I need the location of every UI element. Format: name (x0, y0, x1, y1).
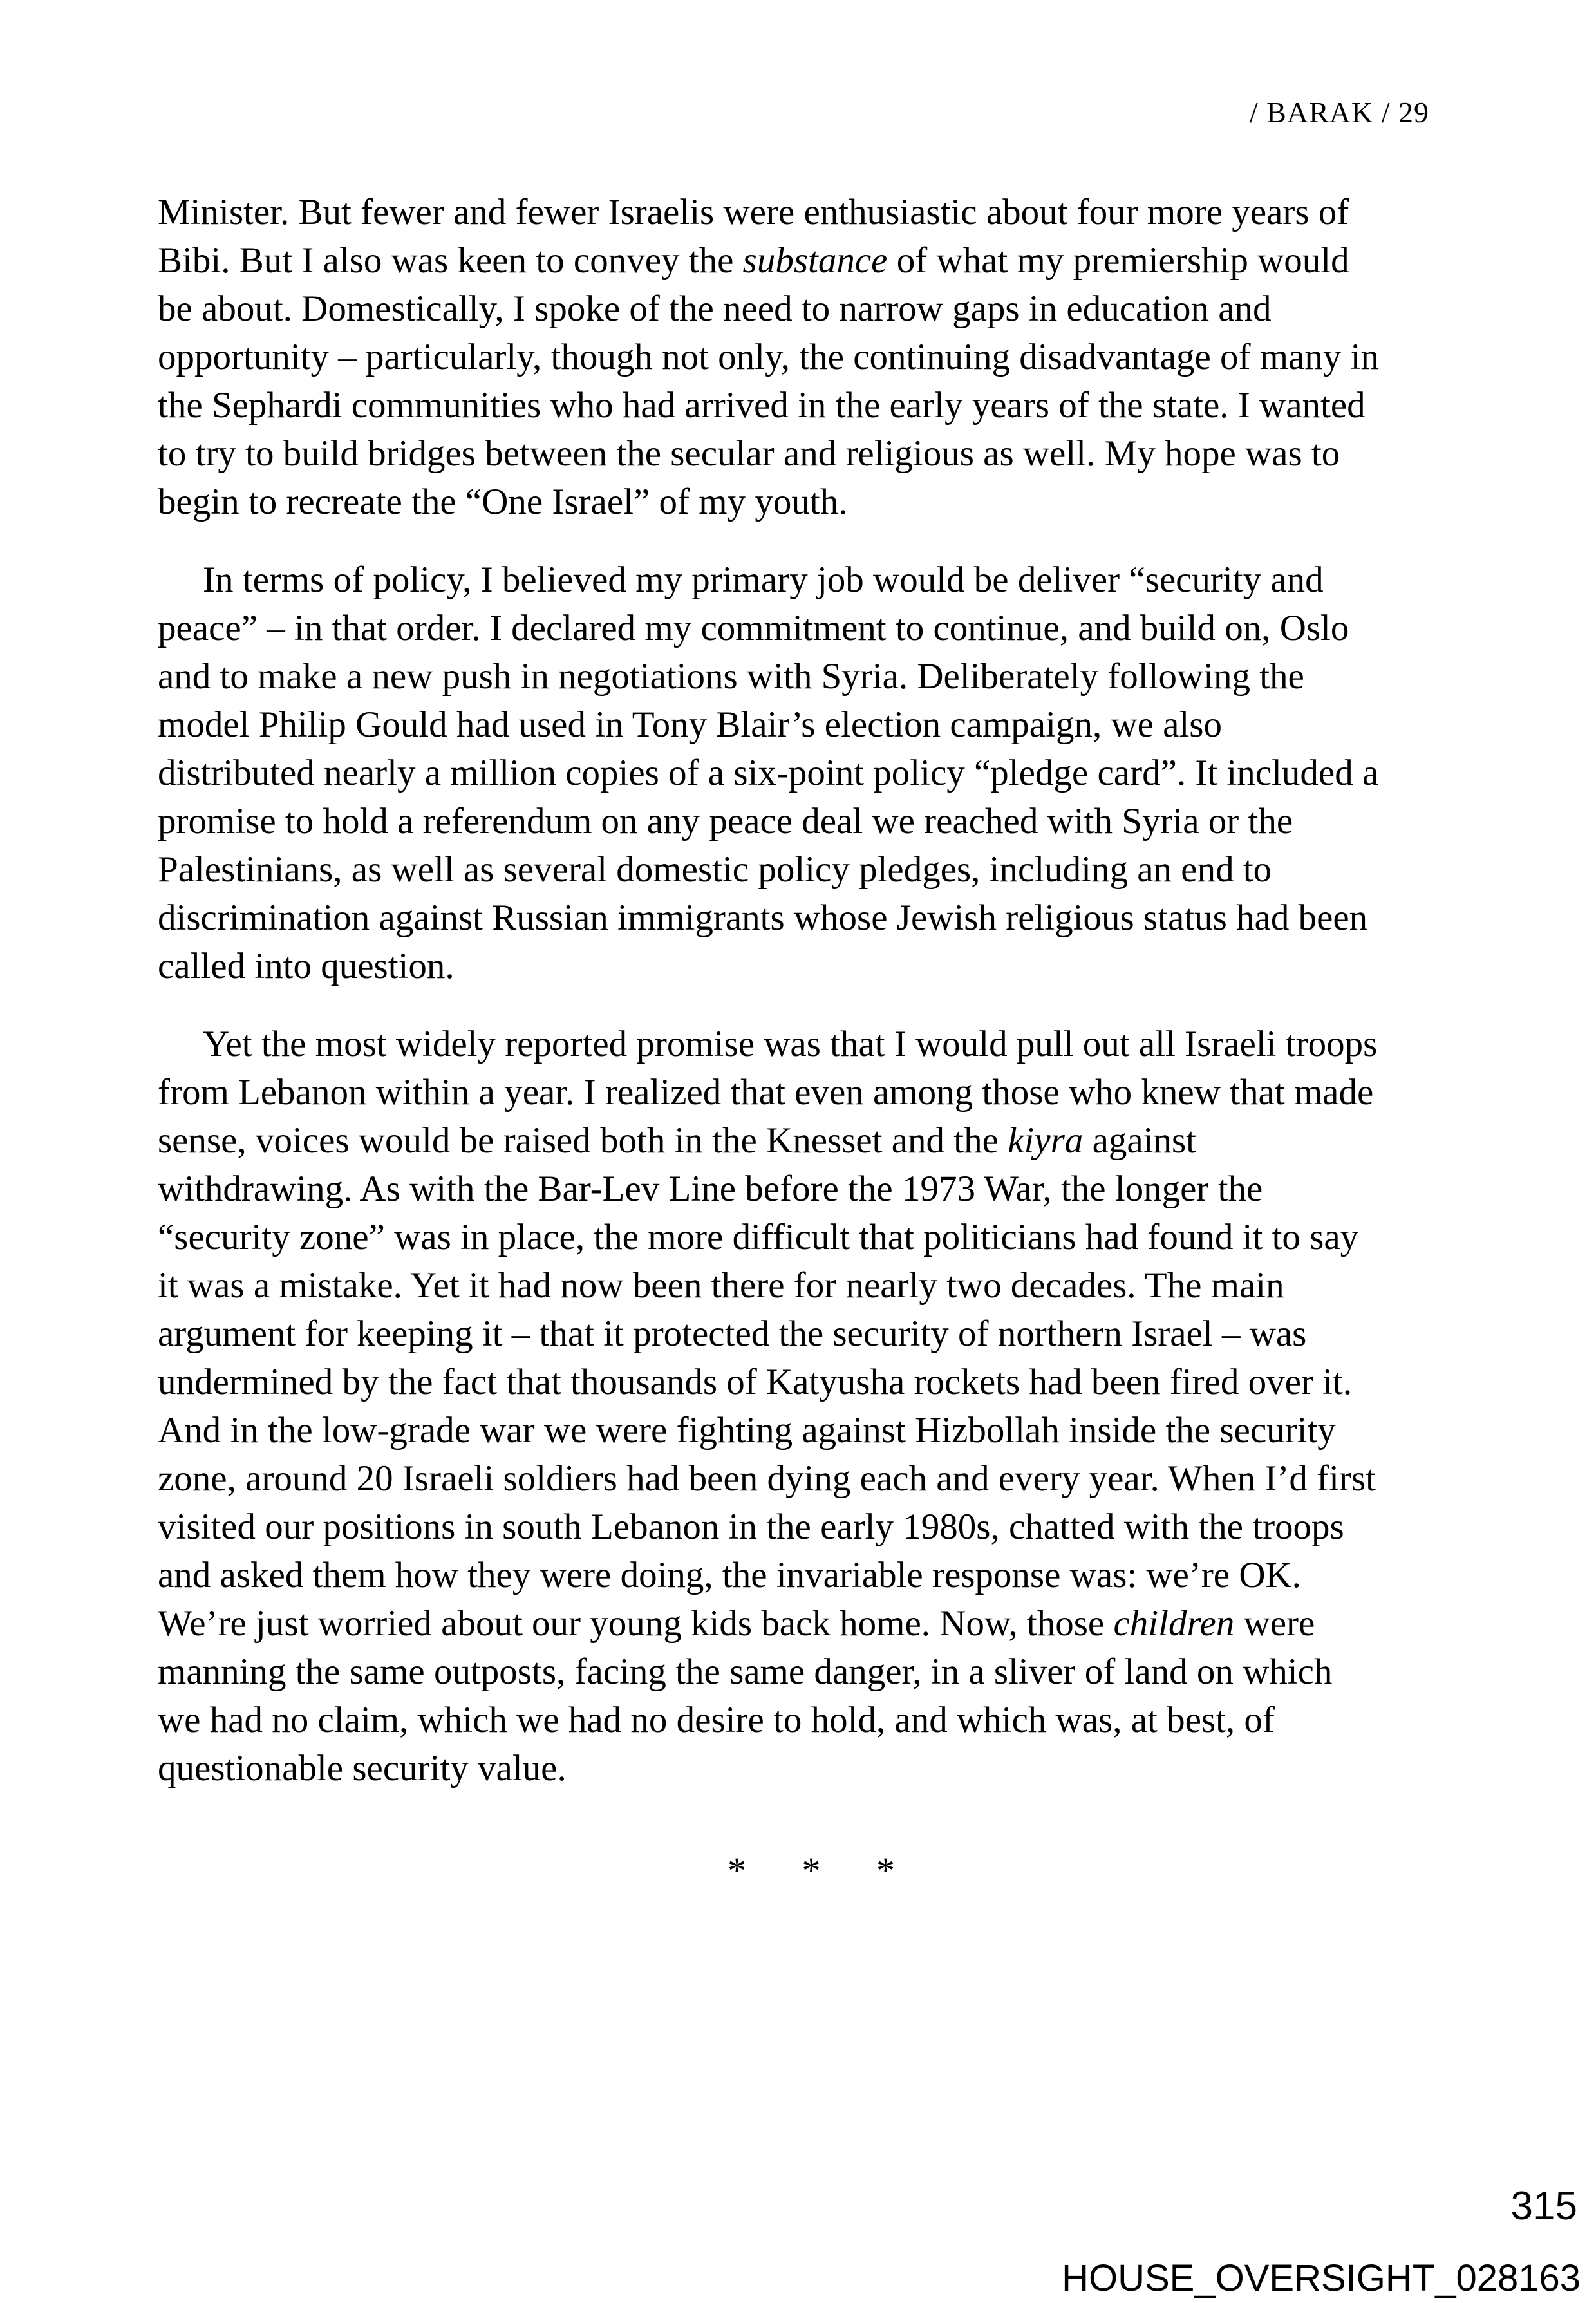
text-segment: In terms of policy, I believed my primary job would be deliver “security and (203, 559, 1324, 600)
text-segment: it was a mistake. Yet it had now been there for nearly two decades. The main (158, 1265, 1284, 1306)
text-line (158, 1116, 1484, 1165)
text-line (158, 604, 1484, 652)
bates-stamp: HOUSE_OVERSIGHT_028163 (1062, 2257, 1581, 2299)
text-segment: peace” – in that order. I declared my commitment to continue, and build on, Oslo (158, 608, 1349, 648)
text-line (158, 749, 1484, 797)
text-line (158, 1406, 1484, 1454)
text-segment: to try to build bridges between the secular and religious as well. My hope was to (158, 433, 1340, 474)
text-segment: against (1083, 1120, 1197, 1161)
text-line (158, 1648, 1484, 1696)
body-text (158, 188, 1484, 1822)
italic-text-segment: substance (742, 240, 888, 281)
text-segment: the Sephardi communities who had arrived in the early years of the state. I wanted (158, 385, 1366, 426)
paragraph (158, 188, 1484, 526)
text-line (158, 652, 1484, 700)
text-line (158, 1213, 1484, 1261)
text-segment: sense, voices would be raised both in the Knesset and the (158, 1120, 1008, 1161)
text-line (158, 942, 1484, 990)
text-segment: promise to hold a referendum on any peace deal we reached with Syria or the (158, 801, 1293, 841)
text-line (158, 188, 1484, 236)
text-line (158, 1358, 1484, 1406)
paragraph (158, 1020, 1484, 1792)
paragraph (158, 556, 1484, 990)
text-line (158, 236, 1484, 285)
page-number: 315 (1510, 2184, 1577, 2228)
text-segment: begin to recreate the “One Israel” of my youth. (158, 482, 848, 522)
page-header-text: / BARAK / 29 (1249, 96, 1429, 129)
text-segment: called into question. (158, 946, 455, 986)
text-line (158, 894, 1484, 942)
text-line (158, 1696, 1484, 1744)
text-segment: withdrawing. As with the Bar-Lev Line before the 1973 War, the longer the (158, 1169, 1263, 1209)
text-segment: “security zone” was in place, the more difficult that politicians had found it to say (158, 1217, 1359, 1257)
text-segment: discrimination against Russian immigrants whose Jewish religious status had been (158, 898, 1368, 938)
text-line (158, 845, 1484, 894)
text-line (158, 1068, 1484, 1116)
text-segment: distributed nearly a million copies of a six-point policy “pledge card”. It included a (158, 753, 1379, 793)
text-segment: zone, around 20 Israeli soldiers had been dying each and every year. When I’d first (158, 1458, 1376, 1499)
text-line (158, 556, 1484, 604)
text-segment: argument for keeping it – that it protected the security of northern Israel – was (158, 1313, 1307, 1354)
text-segment: and asked them how they were doing, the invariable response was: we’re OK. (158, 1555, 1301, 1595)
text-line (158, 1503, 1484, 1551)
text-segment: opportunity – particularly, though not only, the continuing disadvantage of many in (158, 337, 1380, 377)
text-line (158, 1165, 1484, 1213)
text-segment: Palestinians, as well as several domestic policy pledges, including an end to (158, 849, 1272, 890)
text-segment: we had no claim, which we had no desire to hold, and which was, at best, of (158, 1700, 1275, 1740)
text-line (158, 797, 1484, 845)
text-segment: of what my premiership would (887, 240, 1349, 281)
text-segment: be about. Domestically, I spoke of the need to narrow gaps in education and (158, 288, 1272, 329)
text-segment: We’re just worried about our young kids back home. Now, those (158, 1603, 1114, 1644)
text-line (158, 429, 1484, 478)
text-segment: manning the same outposts, facing the same danger, in a sliver of land on which (158, 1651, 1333, 1692)
text-line (158, 1454, 1484, 1503)
text-line (158, 478, 1484, 526)
text-segment: were (1234, 1603, 1315, 1644)
text-line (158, 700, 1484, 749)
text-line (158, 1599, 1484, 1648)
text-segment: And in the low-grade war we were fighting against Hizbollah inside the security (158, 1410, 1336, 1451)
text-segment: questionable security value. (158, 1748, 567, 1789)
section-break-asterisks: * * * (728, 1850, 895, 1892)
italic-text-segment: children (1113, 1603, 1235, 1644)
text-segment: from Lebanon within a year. I realized that even among those who knew that made (158, 1072, 1374, 1113)
text-line (158, 333, 1484, 381)
text-line (158, 285, 1484, 333)
text-segment: visited our positions in south Lebanon in the early 1980s, chatted with the troops (158, 1507, 1344, 1547)
text-line (158, 1020, 1484, 1068)
text-line (158, 1744, 1484, 1792)
text-segment: Yet the most widely reported promise was that I would pull out all Israeli troops (203, 1024, 1378, 1064)
text-line (158, 1261, 1484, 1310)
text-line (158, 381, 1484, 429)
text-line (158, 1551, 1484, 1599)
text-segment: model Philip Gould had used in Tony Blair’s election campaign, we also (158, 704, 1222, 745)
text-segment: undermined by the fact that thousands of Katyusha rockets had been fired over it. (158, 1362, 1353, 1402)
text-segment: Minister. But fewer and fewer Israelis were enthusiastic about four more years of (158, 192, 1349, 232)
italic-text-segment: kiyra (1008, 1120, 1084, 1161)
text-segment: Bibi. But I also was keen to convey the (158, 240, 743, 281)
text-line (158, 1310, 1484, 1358)
text-segment: and to make a new push in negotiations with Syria. Deliberately following the (158, 656, 1304, 697)
